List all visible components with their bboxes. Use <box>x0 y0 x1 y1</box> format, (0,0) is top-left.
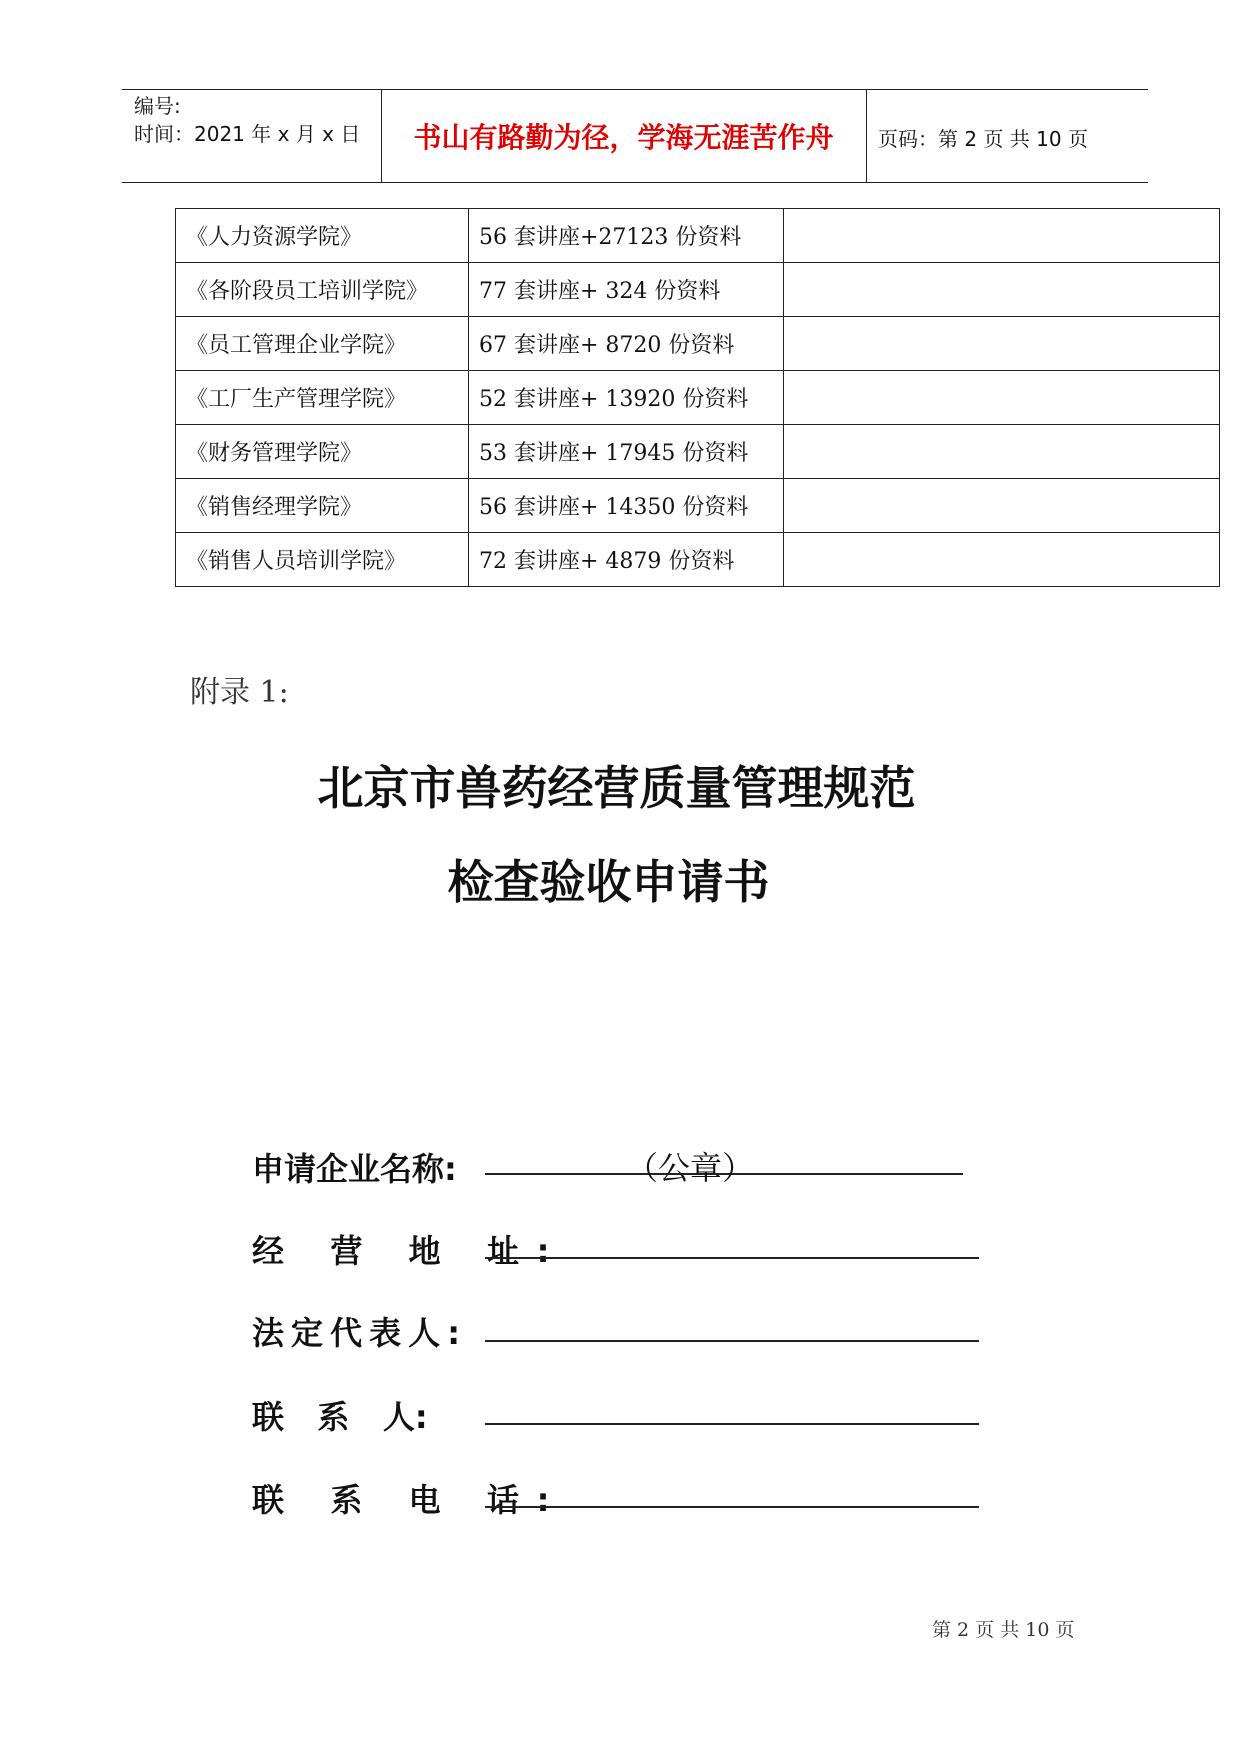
header-number-label: 编号: <box>134 94 181 118</box>
course-content-cell: 67 套讲座+ 8720 份资料 <box>469 317 784 371</box>
table-row <box>176 263 1220 317</box>
course-note-cell <box>784 479 1220 533</box>
header-divider <box>866 90 867 182</box>
table-row <box>176 371 1220 425</box>
course-name-cell: 《各阶段员工培训学院》 <box>176 263 469 317</box>
course-content-cell: 72 套讲座+ 4879 份资料 <box>469 533 784 587</box>
course-content-cell: 56 套讲座+ 14350 份资料 <box>469 479 784 533</box>
table-row <box>176 317 1220 371</box>
course-name-cell: 《销售人员培训学院》 <box>176 533 469 587</box>
course-note-cell <box>784 209 1220 263</box>
phone-field[interactable] <box>485 1506 979 1508</box>
address-label: 经 营 地 址: <box>252 1232 568 1270</box>
course-name-cell: 《销售经理学院》 <box>176 479 469 533</box>
course-note-cell <box>784 263 1220 317</box>
course-note-cell <box>784 533 1220 587</box>
table-row <box>176 425 1220 479</box>
contact-label: 联 系 人: <box>252 1398 428 1436</box>
course-name-cell: 《人力资源学院》 <box>176 209 469 263</box>
document-title-line1: 北京市兽药经营质量管理规范 <box>317 761 916 815</box>
phone-label: 联 系 电 话: <box>252 1481 568 1519</box>
course-content-cell: 53 套讲座+ 17945 份资料 <box>469 425 784 479</box>
course-name-cell: 《财务管理学院》 <box>176 425 469 479</box>
table-row <box>176 533 1220 587</box>
contact-field[interactable] <box>485 1423 979 1425</box>
page-footer: 第 2 页 共 10 页 <box>932 1619 1075 1641</box>
header-time: 时间：2021 年 x 月 x 日 <box>134 122 361 146</box>
header-meta <box>134 92 360 148</box>
course-note-cell <box>784 371 1220 425</box>
page-header <box>122 89 1148 183</box>
header-motto: 书山有路勤为径，学海无涯苦作舟 <box>413 121 834 154</box>
header-page-info: 页码：第 2 页 共 10 页 <box>878 127 1088 151</box>
legal-rep-field[interactable] <box>485 1340 979 1342</box>
course-note-cell <box>784 425 1220 479</box>
table-row <box>176 479 1220 533</box>
course-note-cell <box>784 317 1220 371</box>
appendix-label: 附录 1: <box>190 675 289 710</box>
document-title-line2: 检查验收申请书 <box>447 855 770 909</box>
course-content-cell: 52 套讲座+ 13920 份资料 <box>469 371 784 425</box>
legal-rep-label: 法定代表人: <box>252 1314 468 1352</box>
company-name-label: 申请企业名称: <box>252 1150 457 1188</box>
course-name-cell: 《员工管理企业学院》 <box>176 317 469 371</box>
table-row <box>176 209 1220 263</box>
company-seal-note: （公章） <box>626 1149 755 1187</box>
address-field[interactable] <box>485 1257 979 1259</box>
course-content-cell: 56 套讲座+27123 份资料 <box>469 209 784 263</box>
course-table <box>175 208 1220 587</box>
course-content-cell: 77 套讲座+ 324 份资料 <box>469 263 784 317</box>
course-name-cell: 《工厂生产管理学院》 <box>176 371 469 425</box>
